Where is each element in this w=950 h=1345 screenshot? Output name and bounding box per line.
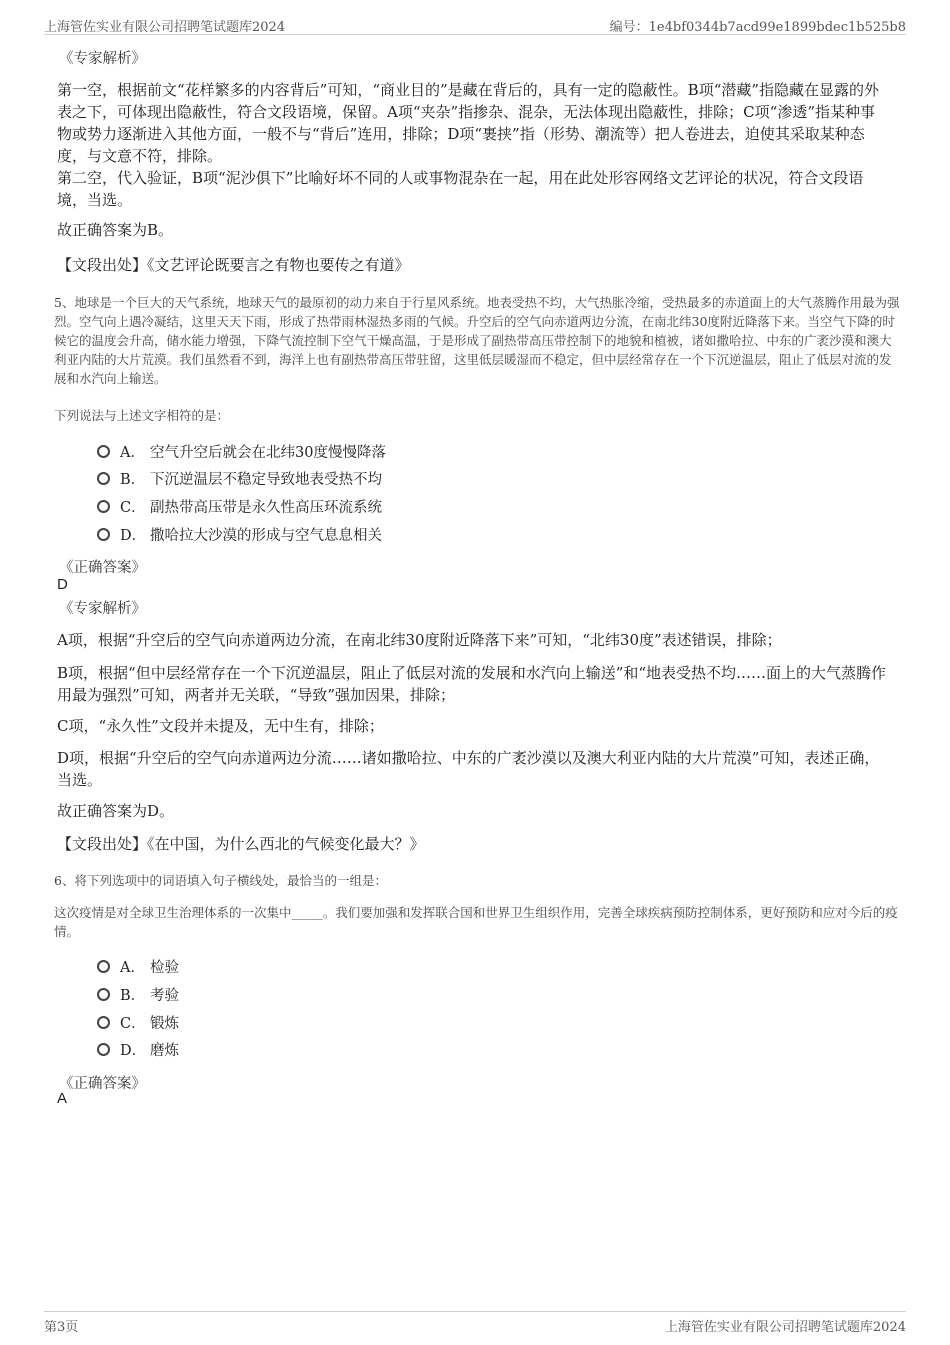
q4-analysis-conclusion: 故正确答案为B。 — [57, 221, 174, 239]
expert-analysis-label: 《专家解析》 — [59, 601, 146, 617]
q5-question: 下列说法与上述文字相符的是： — [54, 408, 230, 423]
q4-analysis-p2: 第二空，代入验证，B项“泥沙俱下”比喻好坏不同的人或事物混杂在一起，用在此处形容网络文艺评论的状况，符合文段语境，当选。 — [57, 169, 864, 209]
radio-icon[interactable] — [97, 1016, 110, 1029]
q5-analysis-a: A项，根据“升空后的空气向赤道两边分流，在南北纬30度附近降落下来”可知，“北纬30度”表述错误，排除； — [57, 631, 782, 649]
footer-title: 上海管佐实业有限公司招聘笔试题库2024 — [664, 1320, 906, 1335]
q5-analysis-conclusion: 故正确答案为D。 — [57, 802, 175, 820]
page-footer — [44, 1311, 906, 1336]
radio-icon[interactable] — [97, 988, 110, 1001]
radio-icon[interactable] — [97, 528, 110, 541]
q6-option-a[interactable]: A． 检验 — [97, 957, 179, 979]
radio-icon[interactable] — [97, 500, 110, 513]
q6-option-c[interactable]: C． 锻炼 — [97, 1013, 179, 1035]
radio-icon[interactable] — [97, 472, 110, 485]
correct-answer-label: 《正确答案》 — [59, 1076, 146, 1092]
q6-sentence: 这次疫情是对全球卫生治理体系的一次集中_____。我们要加强和发挥联合国和世界卫生组织作用，完善全球疾病预防控制体系，更好预防和应对今后的疫情。 — [54, 905, 898, 939]
q4-analysis-p1: 第一空，根据前文“花样繁多的内容背后”可知，“商业目的”是藏在背后的，具有一定的隐蔽性。B项“潜藏”指隐藏在显露的外表之下，可体现出隐蔽性，符合文段语境，保留。A项“夹杂”指掺杂、混杂，无法体现出隐蔽性，排除；C项“渗透”指某种事物或势力逐渐进入其他方面，一般不与“背后”连用，排除；D项“裹挟”指（形势、潮流等）把人卷进去，迫使其采取某种态度，与文意不符，排除。 — [57, 81, 880, 165]
q5-analysis-c: C项，“永久性”文段并未提及，无中生有，排除； — [57, 717, 384, 735]
q5-analysis-b: B项，根据“但中层经常存在一个下沉逆温层，阻止了低层对流的发展和水汽向上输送”和“地表受热不均……面上的大气蒸腾作用最为强烈”可知，两者并无关联，“导致”强加因果，排除； — [57, 664, 887, 704]
radio-icon[interactable] — [97, 1043, 110, 1056]
radio-icon[interactable] — [97, 960, 110, 973]
q6-option-b[interactable]: B． 考验 — [97, 985, 179, 1007]
q5-option-c[interactable]: C． 副热带高压带是永久性高压环流系统 — [97, 497, 382, 519]
page-number: 第3页 — [44, 1320, 79, 1335]
header-doc-id: 编号：1e4bf0344b7acd99e1899bdec1b525b8 — [609, 20, 906, 35]
q5-option-b[interactable]: B． 下沉逆温层不稳定导致地表受热不均 — [97, 469, 382, 491]
header-title: 上海管佐实业有限公司招聘笔试题库2024 — [44, 20, 286, 35]
correct-answer-label: 《正确答案》 — [59, 560, 146, 576]
q5-option-a[interactable]: A． 空气升空后就会在北纬30度慢慢降落 — [97, 442, 386, 464]
q6-stem: 6、将下列选项中的词语填入句子横线处，最恰当的一组是： — [54, 873, 387, 888]
q5-analysis-d: D项，根据“升空后的空气向赤道两边分流……诸如撒哈拉、中东的广袤沙漠以及澳大利亚内陆的大片荒漠”可知，表述正确，当选。 — [57, 749, 880, 789]
q5-source: 【文段出处】《在中国，为什么西北的气候变化最大？》 — [57, 835, 425, 853]
q6-option-d[interactable]: D． 磨炼 — [97, 1040, 179, 1062]
q5-option-d[interactable]: D． 撒哈拉大沙漠的形成与空气息息相关 — [97, 525, 382, 547]
q6-answer: A — [57, 1090, 68, 1107]
expert-analysis-label: 《专家解析》 — [59, 51, 146, 67]
q4-source: 【文段出处】《文艺评论既要言之有物也要传之有道》 — [57, 256, 410, 274]
q5-stem: 5、地球是一个巨大的天气系统，地球天气的最原初的动力来自于行星风系统。地表受热不均，大气热胀冷缩，受热最多的赤道面上的大气蒸腾作用最为强烈。空气向上遇冷凝结，这里天天下雨，形成了热带雨林湿热多雨的气候。升空后的空气向赤道两边分流，在南北纬30度附近降落下来。当空气下降的时候它的温度会升高，储水能力增强，下降气流控制下空气干燥高温，于是形成了副热带高压带控制下的地貌和植被，诸如撒哈拉、中东的广袤沙漠和澳大利亚内陆的大片荒漠。我们虽然看不到，海洋上也有副热带高压带驻留，这里低层暖湿而不稳定，但中层经常存在一个下沉逆温层，阻止了低层对流的发展和水汽向上输送。 — [54, 295, 900, 386]
page-header — [44, 14, 906, 35]
q6-blank: _____ — [291, 905, 323, 920]
q5-answer: D — [57, 576, 68, 593]
radio-icon[interactable] — [97, 445, 110, 458]
